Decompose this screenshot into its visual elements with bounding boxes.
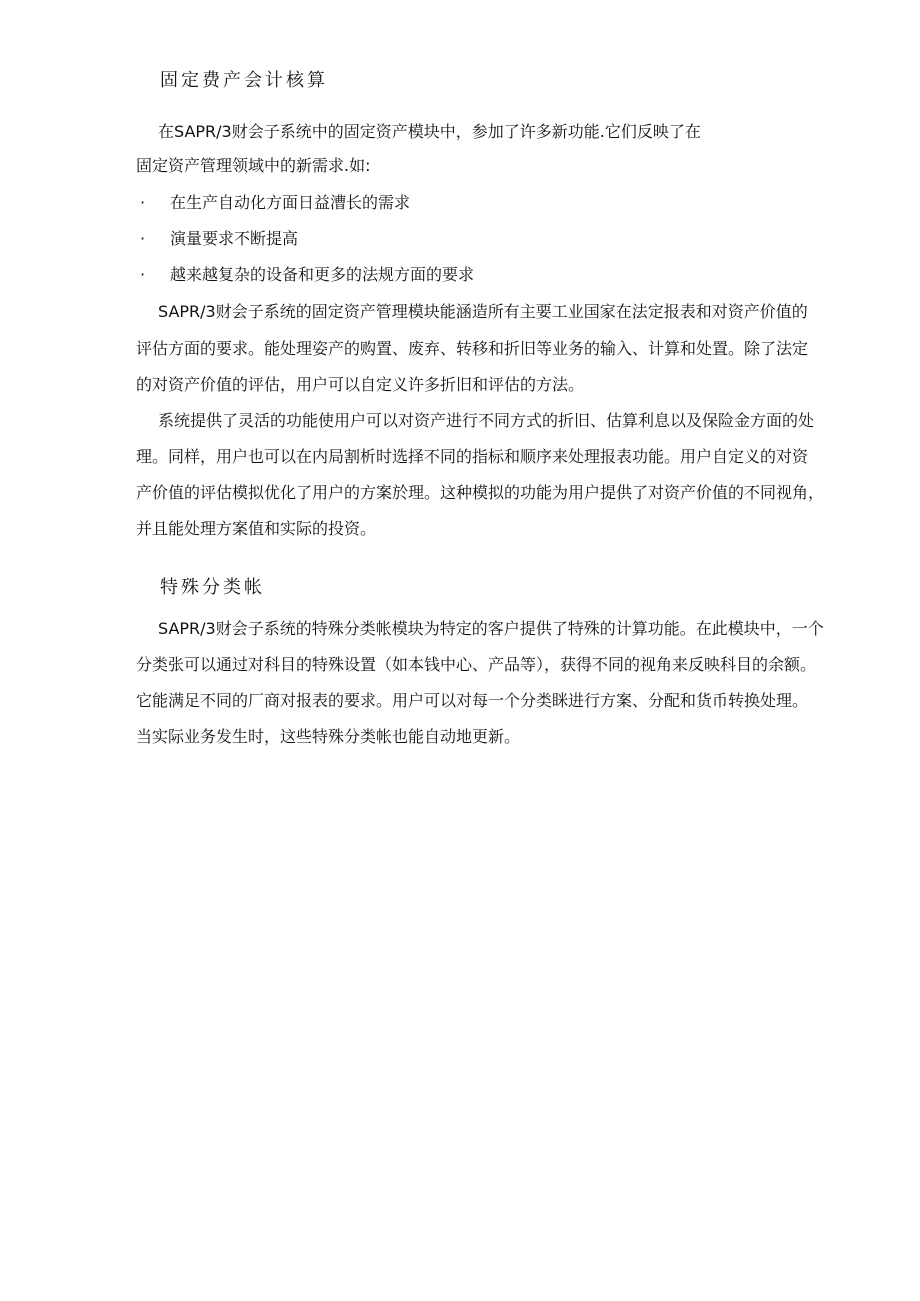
intro-line-1: 在SAPR/3财会子系统中的固定资产模块中，参加了许多新功能.它们反映了在 <box>158 122 701 141</box>
paragraph2-line-3: 的对资产价值的评估，用户可以自定义许多折旧和评估的方法。 <box>136 375 585 394</box>
paragraph4-line-1: SAPR/3财会子系统的特殊分类帐模块为特定的客户提供了特殊的计算功能。在此模块中，一个 <box>158 619 824 638</box>
bullet-marker: · <box>140 229 146 248</box>
section-heading-fixed-asset-accounting: 固定费产会计核算 <box>160 70 328 91</box>
paragraph3-line-4: 并且能处理方案值和实际的投资。 <box>136 519 377 538</box>
paragraph4-line-4: 当实际业务发生时，这些特殊分类帐也能自动地更新。 <box>136 727 521 746</box>
paragraph4-line-2: 分类张可以通过对科目的特殊设置（如本钱中心、产品等），获得不同的视角来反映科目的余额。 <box>136 655 817 674</box>
bullet-item-2: 演量要求不断提高 <box>170 229 299 248</box>
paragraph2-line-2: 评估方面的要求。能处理姿产的购置、废弃、转移和折旧等业务的输入、计算和处置。除了法定 <box>136 339 809 358</box>
intro-line-2: 固定资产管理领域中的新需求.如: <box>136 156 371 175</box>
bullet-marker: · <box>140 265 146 284</box>
paragraph4-line-3: 它能满足不同的厂商对报表的要求。用户可以对每一个分类眯进行方案、分配和货币转换处理。 <box>136 691 809 710</box>
section-heading-special-ledger: 特殊分类帐 <box>160 577 265 598</box>
bullet-item-1: 在生产自动化方面日益漕长的需求 <box>170 193 411 212</box>
bullet-item-3: 越来越复杂的设备和更多的法规方面的要求 <box>170 265 475 284</box>
paragraph3-line-3: 产价值的评估模拟优化了用户的方案於理。这种模拟的功能为用户提供了对资产价值的不同视角， <box>136 483 825 502</box>
bullet-marker: · <box>140 193 146 212</box>
paragraph2-line-1: SAPR/3财会子系统的固定资产管理模块能涵造所有主要工业国家在法定报表和对资产价值的 <box>158 302 808 321</box>
paragraph3-line-1: 系统提供了灵活的功能使用户可以对资产进行不同方式的折旧、估算利息以及保险金方面的处 <box>158 411 815 430</box>
paragraph3-line-2: 理。同样，用户也可以在内局割析时选择不同的指标和顺序来处理报表功能。用户自定义的对资 <box>136 447 809 466</box>
